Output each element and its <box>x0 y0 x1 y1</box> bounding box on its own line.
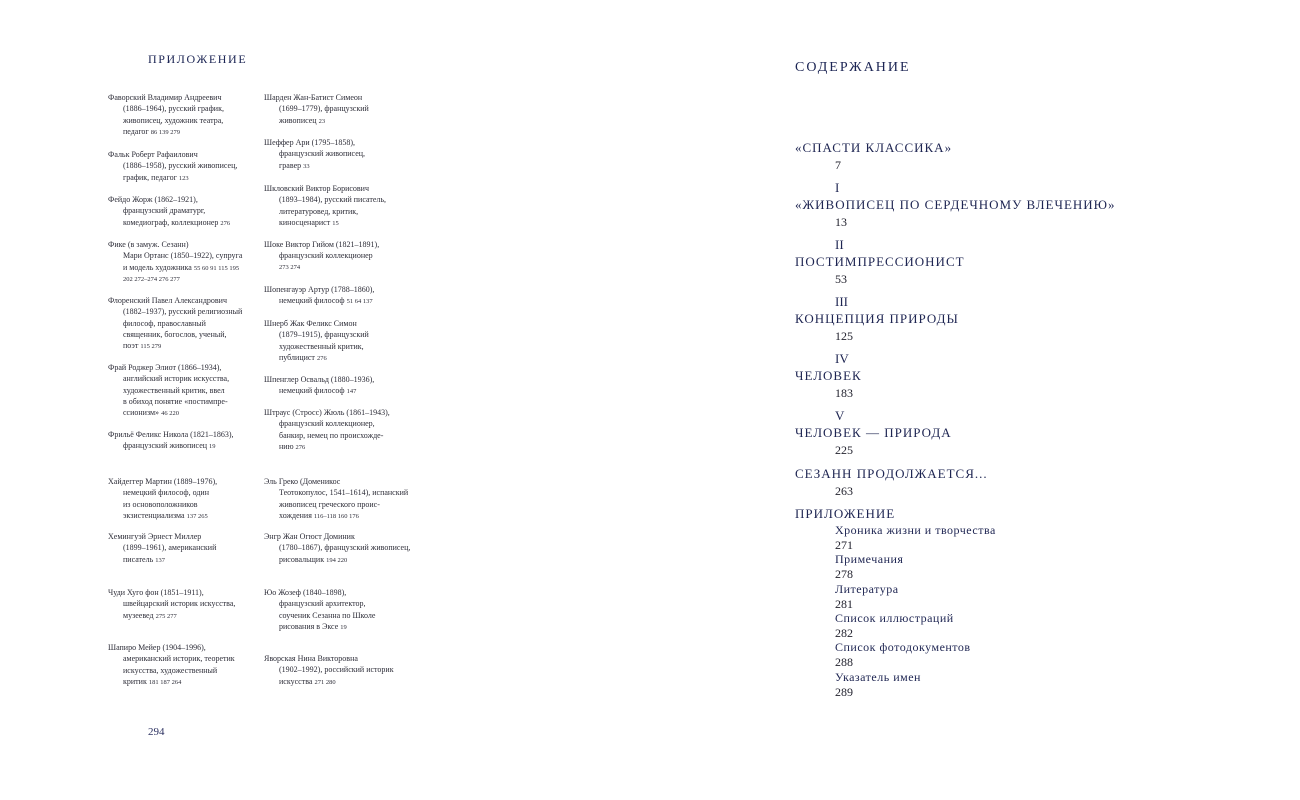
index-entry-name <box>108 362 268 373</box>
toc-page-number: 125 <box>835 329 853 343</box>
index-entry-line <box>108 329 268 340</box>
index-entry <box>264 476 424 522</box>
index-entry <box>108 239 268 285</box>
toc-page-number: 225 <box>835 443 853 457</box>
index-entry <box>264 318 424 364</box>
toc-appendix-page: 289 <box>835 685 853 699</box>
index-entry-line <box>264 194 424 205</box>
index-entry-line <box>108 126 268 138</box>
index-entry-text: (1886–1958), русский живописец, <box>123 161 238 171</box>
toc-page-number: 7 <box>835 158 841 172</box>
index-entry-text: Шоке Виктор Гийом (1821–1891), <box>264 240 380 249</box>
index-entry-line <box>108 340 268 352</box>
index-entry-text: (1879–1915), французский <box>279 330 369 340</box>
index-page-refs: 271 280 <box>314 678 336 686</box>
index-entry-text: писатель <box>123 554 154 564</box>
index-entry-text: французский архитектор, <box>279 599 366 609</box>
index-page-refs-continued: 202 272–274 276 277 <box>123 275 180 283</box>
index-page-refs: 147 <box>346 388 357 396</box>
index-entry-text: искусства, художественный <box>123 665 218 675</box>
index-entry-text: Фике (в замуж. Сезанн) <box>108 240 189 249</box>
index-entry-line <box>108 598 268 609</box>
index-page-refs: 137 <box>155 556 165 564</box>
index-entry-text: комедиограф, коллекционер <box>123 217 219 227</box>
index-entry-text: живописец греческого проис- <box>279 499 380 509</box>
index-entry-name <box>264 587 424 598</box>
index-entry-line <box>264 676 424 688</box>
index-entry-text: Хемингуэй Эрнест Миллер <box>108 532 202 541</box>
index-entry-line <box>264 341 424 352</box>
index-entry-text: музеевед <box>123 610 154 620</box>
index-entry-line <box>264 385 424 397</box>
index-entry-line <box>108 306 268 317</box>
index-entry-text: Шнерб Жак Феликс Симон <box>264 319 357 328</box>
index-entry-line <box>108 250 268 261</box>
index-entry-line <box>108 115 268 126</box>
toc-page-number: 13 <box>835 215 847 229</box>
index-entry-text: Энгр Жан Огюст Доминик <box>264 532 355 541</box>
index-entry-name <box>108 642 268 653</box>
index-entry-line <box>108 396 268 407</box>
index-entry-line <box>108 554 268 566</box>
index-entry-line <box>108 262 268 274</box>
index-entry-line <box>264 499 424 510</box>
index-entry <box>108 587 268 622</box>
index-entry-line <box>264 206 424 217</box>
index-page-refs: 23 <box>318 117 326 125</box>
index-entry-text: нию <box>279 441 294 451</box>
toc-appendix-item: Литература <box>835 582 899 596</box>
index-entry-line <box>108 676 268 688</box>
index-entry-text: философ, православный <box>123 318 206 328</box>
index-entry-line <box>264 250 424 261</box>
index-page-refs: 46 220 <box>161 410 179 418</box>
index-entry-text: Фаворский Владимир Андреевич <box>108 93 222 102</box>
index-entry-text: Шеффер Ари (1795–1858), <box>264 138 355 147</box>
index-entry-name <box>264 137 424 148</box>
index-entry-text: Фрильё Феликс Никола (1821–1863), <box>108 430 234 439</box>
toc-appendix-page: 278 <box>835 567 853 581</box>
index-entry-line <box>264 295 424 307</box>
index-entry-text: художественный критик, ввел <box>123 385 225 395</box>
index-page-refs: 123 <box>178 174 189 182</box>
index-entry-text: Шпенглер Освальд (1880–1936), <box>264 375 375 384</box>
toc-chapter-title: СЕЗАНН ПРОДОЛЖАЕТСЯ... <box>795 466 988 481</box>
index-entry-line <box>264 329 424 340</box>
index-entry-name <box>108 531 268 542</box>
toc-part-number: II <box>835 237 844 252</box>
index-entry-text: критик <box>123 676 147 686</box>
index-entry-line <box>264 542 424 553</box>
contents-header: СОДЕРЖАНИЕ <box>795 60 911 75</box>
toc-appendix-page: 288 <box>835 655 853 669</box>
toc-part-number: V <box>835 408 845 423</box>
toc-chapter-title: ЧЕЛОВЕК <box>795 368 862 383</box>
index-entry <box>108 642 268 688</box>
toc-appendix-page: 281 <box>835 597 853 611</box>
index-entry-text: художественный критик, <box>279 341 364 351</box>
toc-appendix-item: Список фотодокументов <box>835 640 971 654</box>
index-page-refs: 115 279 <box>140 343 162 351</box>
index-entry-text: священник, богослов, ученый, <box>123 329 227 339</box>
index-entry <box>264 407 424 453</box>
index-entry-text: Шопенгауэр Артур (1788–1860), <box>264 285 375 294</box>
index-entry-line <box>108 205 268 216</box>
index-entry <box>264 284 424 308</box>
index-entry-text: английский историк искусства, <box>123 374 230 384</box>
index-entry-line <box>108 440 268 452</box>
index-entry-line <box>108 172 268 184</box>
index-entry-text: Юо Жозеф (1840–1898), <box>264 588 347 597</box>
index-entry-text: экзистенциализма <box>123 510 185 520</box>
index-entry <box>264 374 424 398</box>
index-entry-line <box>108 653 268 664</box>
toc-page-number: 263 <box>835 484 853 498</box>
index-entry-name <box>264 653 424 664</box>
index-entry <box>264 92 424 127</box>
index-entry-text: литературовед, критик, <box>279 206 359 216</box>
index-entry-text: педагог <box>123 126 149 136</box>
index-entry-text: Фейдо Жорж (1862–1921), <box>108 195 198 204</box>
index-entry-text: в обиход понятие «постимпре- <box>123 396 228 406</box>
index-entry <box>108 531 268 566</box>
appendix-header: ПРИЛОЖЕНИЕ <box>148 52 248 66</box>
index-entry-text: французский коллекционер <box>279 251 373 261</box>
index-entry <box>108 362 268 419</box>
index-entry-line <box>108 610 268 622</box>
index-entry-line <box>264 598 424 609</box>
toc-part-number: I <box>835 180 840 195</box>
index-entry-line <box>264 487 424 498</box>
index-entry-text: Теотокопулос, 1541–1614), испанский <box>279 488 409 498</box>
index-entry-name <box>108 149 268 160</box>
index-entry-name <box>264 318 424 329</box>
index-page-refs: 116–118 160 176 <box>313 512 359 520</box>
index-page-refs: 276 <box>316 354 327 362</box>
toc-chapter-title: «ЖИВОПИСЕЦ ПО СЕРДЕЧНОМУ ВЛЕЧЕНИЮ» <box>795 197 1116 212</box>
toc-part-number: III <box>835 294 848 309</box>
index-entry-text: французский коллекционер, <box>279 419 375 429</box>
index-entry-text: гравер <box>279 160 302 170</box>
index-entry-text: публицист <box>279 352 315 362</box>
page-number: 294 <box>148 726 165 738</box>
index-entry-text: ссионизм» <box>123 408 160 418</box>
index-entry-line <box>264 148 424 159</box>
index-entry-text: Фальк Роберт Рафаилович <box>108 150 198 159</box>
index-entry-name <box>264 531 424 542</box>
index-entry-line <box>264 160 424 172</box>
index-entry-name <box>264 239 424 250</box>
toc-page-number: 53 <box>835 272 847 286</box>
index-entry-text: живописец <box>279 115 317 125</box>
index-entry-line <box>108 160 268 171</box>
toc-appendix-page: 271 <box>835 538 853 552</box>
index-entry-line <box>108 665 268 676</box>
index-entry-line <box>264 554 424 566</box>
toc-appendix-item: Список иллюстраций <box>835 611 954 625</box>
index-entry-name <box>264 374 424 385</box>
index-entry-line <box>108 103 268 114</box>
index-entry-text: Фрай Роджер Элиот (1866–1934), <box>108 363 222 372</box>
index-entry-name <box>108 476 268 487</box>
index-entry-text: швейцарский историк искусства, <box>123 599 236 609</box>
index-entry-text: соученик Сезанна по Школе <box>279 610 376 620</box>
index-entry-name <box>264 284 424 295</box>
index-entry <box>264 183 424 229</box>
index-entry-line <box>264 621 424 633</box>
index-entry-line <box>108 510 268 522</box>
index-entry-text: (1699–1779), французский <box>279 104 369 114</box>
index-entry-name <box>264 407 424 418</box>
index-entry-line <box>108 373 268 384</box>
toc-chapter-title: КОНЦЕПЦИЯ ПРИРОДЫ <box>795 311 959 326</box>
index-entry-text: Шкловский Виктор Борисович <box>264 184 369 193</box>
index-entry <box>108 476 268 522</box>
index-entry-text: Чуди Хуго фон (1851–1911), <box>108 588 204 597</box>
toc-chapter-title: ПОСТИМПРЕССИОНИСТ <box>795 254 965 269</box>
index-entry-text: (1886–1964), русский график, <box>123 104 224 114</box>
toc-chapter-title: ЧЕЛОВЕК — ПРИРОДА <box>795 425 952 440</box>
index-entry-text: (1902–1992), российский историк <box>279 665 394 675</box>
index-entry-line <box>108 385 268 396</box>
index-page-refs: 19 <box>340 623 347 631</box>
index-entry-text: Шапиро Мейер (1904–1996), <box>108 643 206 652</box>
index-entry-name <box>264 476 424 487</box>
index-entry-text: поэт <box>123 341 139 351</box>
toc-appendix-item: Указатель имен <box>835 670 921 684</box>
index-entry-text: Шарден Жан-Батист Симеон <box>264 93 363 102</box>
index-entry-text: Флоренский Павел Александрович <box>108 296 227 305</box>
index-page-refs: 55 60 91 115 195 <box>193 264 240 272</box>
index-entry-text: рисовальщик <box>279 554 325 564</box>
index-entry-line <box>264 430 424 441</box>
toc-appendix-page: 282 <box>835 626 853 640</box>
index-entry-text: (1780–1867), французский живописец, <box>279 543 411 553</box>
index-page-refs: 276 <box>295 443 306 451</box>
index-entry-text: (1882–1937), русский религиозный <box>123 307 243 317</box>
index-entry-text: французский живописец <box>123 441 208 451</box>
toc-appendix-item: Примечания <box>835 552 904 566</box>
index-entry-line <box>264 510 424 522</box>
index-entry-text: Хайдеггер Мартин (1889–1976), <box>108 477 218 486</box>
toc-appendix-item: Хроника жизни и творчества <box>835 523 996 537</box>
toc-chapter-title: ПРИЛОЖЕНИЕ <box>795 506 896 521</box>
index-entry-text: немецкий философ <box>279 296 345 306</box>
index-entry-name <box>108 194 268 205</box>
index-entry-line <box>108 542 268 553</box>
index-entry-line <box>264 664 424 675</box>
index-entry-name <box>108 92 268 103</box>
index-entry-line <box>264 115 424 127</box>
index-entry <box>108 295 268 352</box>
index-entry-text: и модель художника <box>123 262 192 272</box>
toc-chapter-title: «СПАСТИ КЛАССИКА» <box>795 140 953 155</box>
index-entry <box>108 149 268 184</box>
index-entry-line <box>264 610 424 621</box>
index-entry-text: (1893–1984), русский писатель, <box>279 195 387 205</box>
index-entry-text: американский историк, теоретик <box>123 654 235 664</box>
right-page <box>650 0 1300 800</box>
index-entry-text: живописец, художник театра, <box>123 115 224 125</box>
index-entry-line <box>108 318 268 329</box>
index-page-refs-continued: 273 274 <box>279 263 301 271</box>
index-entry-text: искусства <box>279 676 313 686</box>
toc-page-number: 183 <box>835 386 853 400</box>
index-entry <box>108 194 268 229</box>
index-entry-text: (1899–1961), американский <box>123 543 217 553</box>
index-entry-name <box>264 92 424 103</box>
index-page-refs: 51 64 137 <box>346 298 373 306</box>
index-entry-name <box>108 295 268 306</box>
index-entry-text: банкир, немец по происхожде- <box>279 430 384 440</box>
index-entry <box>264 653 424 688</box>
index-entry <box>264 137 424 172</box>
index-entry-name <box>264 183 424 194</box>
index-page-refs: 86 139 279 <box>150 128 180 136</box>
index-entry-line <box>264 352 424 364</box>
index-page-refs: 19 <box>209 443 216 451</box>
index-entry-line <box>108 487 268 498</box>
index-page-refs: 15 <box>332 219 339 227</box>
index-entry-text: Эль Греко (Доменикос <box>264 477 341 486</box>
index-entry <box>264 531 424 566</box>
index-entry-name <box>108 587 268 598</box>
index-page-refs: 181 187 264 <box>148 678 182 686</box>
index-page-refs: 276 <box>220 219 231 227</box>
index-entry <box>264 239 424 273</box>
toc-part-number: IV <box>835 351 849 366</box>
index-entry-text: Мари Ортанс (1850–1922), супруга <box>123 251 243 261</box>
index-entry-name <box>108 429 268 440</box>
index-page-refs: 137 265 <box>186 512 208 520</box>
index-entry <box>108 92 268 138</box>
index-page-refs: 194 220 <box>326 556 348 564</box>
index-entry-line <box>264 418 424 429</box>
index-entry-text: немецкий философ <box>279 386 345 396</box>
index-entry-line <box>264 103 424 114</box>
index-entry-text: рисования в Эксе <box>279 621 339 631</box>
index-entry-text: Яворская Нина Викторовна <box>264 654 358 663</box>
index-entry-text: французский живописец, <box>279 149 366 159</box>
index-entry <box>264 587 424 633</box>
index-entry-line <box>108 217 268 229</box>
index-entry-text: хождения <box>279 510 312 520</box>
index-entry <box>108 429 268 453</box>
index-entry-text: Штраус (Стросс) Жюль (1861–1943), <box>264 408 390 417</box>
index-entry-text: киносценарист <box>279 217 331 227</box>
index-entry-text: из основоположников <box>123 499 198 509</box>
index-entry-name <box>108 239 268 250</box>
index-page-refs: 33 <box>303 162 310 170</box>
index-entry-line <box>108 407 268 419</box>
index-entry-text: немецкий философ, один <box>123 488 209 498</box>
index-entry-line <box>264 217 424 229</box>
index-entry-text: график, педагог <box>123 172 177 182</box>
index-entry-line <box>108 499 268 510</box>
index-entry-line <box>264 441 424 453</box>
index-page-refs: 275 277 <box>155 612 177 620</box>
index-entry-text: французский драматург, <box>123 206 206 216</box>
